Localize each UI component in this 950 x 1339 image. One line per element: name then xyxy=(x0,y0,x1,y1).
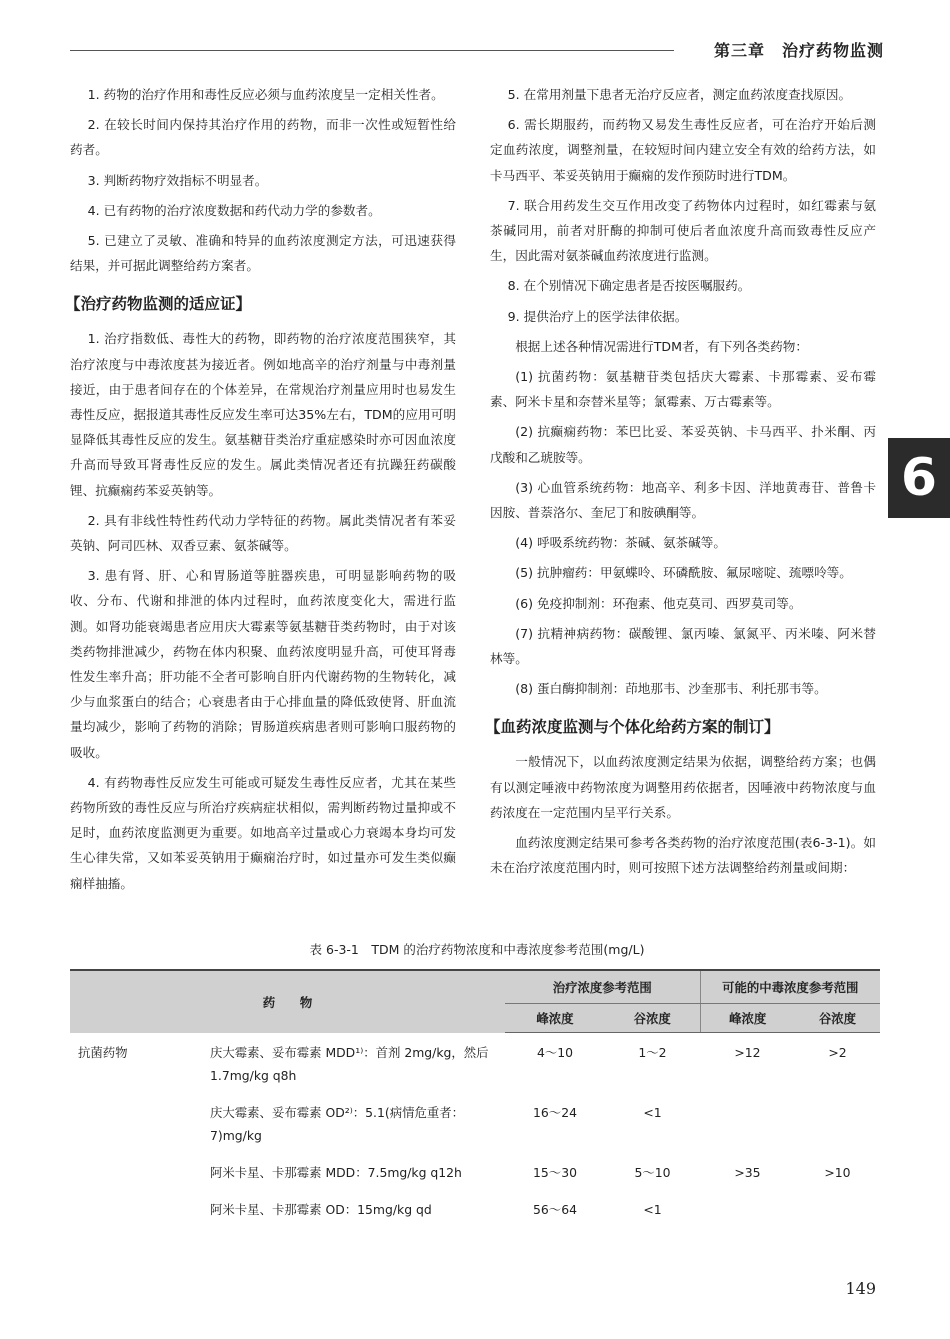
drug-class-item: (6) 免疫抑制剂：环孢素、他克莫司、西罗莫司等。 xyxy=(515,595,802,611)
drug-class-item: (5) 抗肿瘤药：甲氨蝶呤、环磷酰胺、氟尿嘧啶、巯嘌呤等。 xyxy=(515,565,852,581)
indication-item: 3. 患有肾、肝、心和胃肠道等脏器疾患，可明显影响药物的吸收、分布、代谢和排泄的体内过程时，血药浓度变化大，需进行监测。如肾功能衰竭患者应用庆大霉素等氨基糖苷类药物时，由于对该类药物排泄减少，药物在体内积聚、血药浓度明显升高，可使耳肾毒性发生率升高；肝功能不全者可影响自肝内代谢药物的生物转化，减少与血浆蛋白的结合；心衰患者由于心排血量的降低致使肾、肝血流量均减少，影响了药物的消除；胃肠道疾病患者则可影响口服药物的吸收。 xyxy=(70,568,456,760)
tdm-reference-table xyxy=(70,969,880,1227)
indication-item: 9. 提供治疗上的医学法律依据。 xyxy=(507,308,688,324)
cell-toxic-trough: >2 xyxy=(828,1045,847,1060)
cell-drug: 阿米卡星、卡那霉素 OD：15mg/kg qd xyxy=(210,1201,432,1217)
cell-peak: 56～64 xyxy=(533,1201,577,1217)
cell-category xyxy=(70,1190,210,1227)
cell-toxic-trough xyxy=(795,1190,880,1227)
drug-class-item: (1) 抗菌药物：氨基糖苷类包括庆大霉素、卡那霉素、妥布霉素、阿米卡星和奈替米星等；氯霉素、万古霉素等。 xyxy=(490,369,876,410)
drug-class-item: (4) 呼吸系统药物：茶碱、氨茶碱等。 xyxy=(515,535,726,551)
cell-peak: 15～30 xyxy=(533,1164,577,1180)
cell-category: 抗菌药物 xyxy=(78,1044,128,1060)
header-peak: 峰浓度 xyxy=(505,1004,605,1033)
indication-item: 7. 联合用药发生交互作用改变了药物体内过程时，如红霉素与氨茶碱同用，前者对肝酶的抑制可使后者血浓度升高而致毒性反应产生，因此需对氨茶碱血药浓度进行监测。 xyxy=(490,197,876,264)
drug-class-item: (8) 蛋白酶抑制剂：茚地那韦、沙奎那韦、利托那韦等。 xyxy=(515,681,827,697)
intro-item: 2. 在较长时间内保持其治疗作用的药物，而非一次性或短暂性给药者。 xyxy=(70,117,456,158)
indication-item: 2. 具有非线性特性药代动力学特征的药物。属此类情况者有苯妥英钠、阿司匹林、双香豆素、氨茶碱等。 xyxy=(70,512,456,554)
header-drug: 药 物 xyxy=(70,970,505,1033)
section-heading-indications: 【治疗药物监测的适应证】 xyxy=(65,295,252,314)
header-toxic-trough: 谷浓度 xyxy=(795,1004,880,1033)
table-row xyxy=(70,1190,880,1227)
section-heading-dosing: 【血药浓度监测与个体化给药方案的制订】 xyxy=(485,718,780,737)
cell-category xyxy=(70,1093,210,1153)
intro-item: 5. 已建立了灵敏、准确和特异的血药浓度测定方法，可迅速获得结果，并可据此调整给药方案者。 xyxy=(70,233,456,274)
left-column xyxy=(65,82,456,901)
indication-item: 5. 在常用剂量下患者无治疗反应者，测定血药浓度查找原因。 xyxy=(507,87,852,102)
header-therapeutic-range: 治疗浓度参考范围 xyxy=(505,970,700,1004)
chapter-tab: 6 xyxy=(888,438,950,518)
cell-toxic-trough: >10 xyxy=(824,1164,851,1180)
header-trough: 谷浓度 xyxy=(605,1004,700,1033)
cell-drug: 庆大霉素、妥布霉素 OD²⁾：5.1(病情危重者：7)mg/kg xyxy=(210,1104,465,1143)
intro-item: 4. 已有药物的治疗浓度数据和药代动力学的参数者。 xyxy=(87,202,381,218)
running-header xyxy=(70,38,884,62)
body-paragraph: 一般情况下，以血药浓度测定结果为依据，调整给药方案；也偶有以测定唾液中药物浓度为调整用药依据者，因唾液中药物浓度与血药浓度在一定范围内呈平行关系。 xyxy=(490,754,876,820)
cell-drug: 庆大霉素、妥布霉素 MDD¹⁾：首剂 2mg/kg，然后 1.7mg/kg q8h xyxy=(210,1044,489,1083)
cell-toxic-peak xyxy=(700,1190,795,1227)
header-toxic-peak: 峰浓度 xyxy=(700,1004,795,1033)
cell-category xyxy=(70,1153,210,1190)
cell-peak: 4～10 xyxy=(536,1045,574,1060)
intro-item: 1. 药物的治疗作用和毒性反应必须与血药浓度呈一定相关性者。 xyxy=(87,87,444,102)
chapter-title: 第三章 治疗药物监测 xyxy=(713,41,884,60)
cell-trough: <1 xyxy=(643,1201,662,1217)
table-caption: 表 6-3-1 TDM 的治疗药物浓度和中毒浓度参考范围(mg/L) xyxy=(309,942,645,957)
cell-trough: 1～2 xyxy=(638,1045,667,1060)
cell-trough: <1 xyxy=(643,1104,662,1120)
body-paragraph: 血药浓度测定结果可参考各类药物的治疗浓度范围(表6-3-1)。如未在治疗浓度范围内时，则可按照下述方法调整给药剂量或间期： xyxy=(490,835,876,876)
cell-toxic-peak xyxy=(700,1093,795,1153)
table-row xyxy=(70,1153,880,1190)
intro-item: 3. 判断药物疗效指标不明显者。 xyxy=(87,172,268,188)
indication-item: 6. 需长期服药，而药物又易发生毒性反应者，可在治疗开始后测定血药浓度，调整剂量，在较短时间内建立安全有效的给药方法，如卡马西平、苯妥英钠用于癫痫的发作预防时进行TDM。 xyxy=(490,117,876,183)
drug-class-item: (3) 心血管系统药物：地高辛、利多卡因、洋地黄毒苷、普鲁卡因胺、普萘洛尔、奎尼丁和胺碘酮等。 xyxy=(490,479,876,521)
indication-item: 1. 治疗指数低、毒性大的药物，即药物的治疗浓度范围狭窄，其治疗浓度与中毒浓度甚为接近者。例如地高辛的治疗剂量与中毒剂量接近，由于患者间存在的个体差异，在常规治疗剂量应用时也易发生毒性反应，据报道其毒性反应发生率可达35%左右，TDM的应用可明显降低其毒性反应的发生。氨基糖苷类治疗重症感染时亦可因血浓度升高而导致耳肾毒性反应的发生。属此类情况者还有抗躁狂药碳酸锂、抗癫痫药苯妥英钠等。 xyxy=(70,331,456,498)
cell-trough: 5～10 xyxy=(634,1164,671,1180)
cell-toxic-peak: >35 xyxy=(734,1164,761,1180)
drug-list-intro: 根据上述各种情况需进行TDM者，有下列各类药物： xyxy=(515,338,808,354)
indication-item: 4. 有药物毒性反应发生可能或可疑发生毒性反应者，尤其在某些药物所致的毒性反应与所治疗疾病症状相似，需判断药物过量抑或不足时，血药浓度监测更为重要。如地高辛过量或心力衰竭本身均可发生心律失常，又如苯妥英钠用于癫痫治疗时，如过量亦可发生类似癫痫样抽搐。 xyxy=(70,774,456,891)
indication-item: 8. 在个别情况下确定患者是否按医嘱服药。 xyxy=(507,278,751,294)
table-row xyxy=(70,1033,880,1093)
page-number: 149 xyxy=(845,1279,876,1298)
header-rule xyxy=(70,50,674,51)
table-row xyxy=(70,1093,880,1153)
right-column xyxy=(485,82,876,885)
drug-class-item: (2) 抗癫痫药物：苯巴比妥、苯妥英钠、卡马西平、扑米酮、丙戊酸和乙琥胺等。 xyxy=(490,424,876,465)
drug-class-item: (7) 抗精神病药物：碳酸锂、氯丙嗪、氯氮平、丙米嗪、阿米替林等。 xyxy=(490,625,876,667)
cell-peak: 16～24 xyxy=(533,1104,577,1120)
cell-toxic-trough xyxy=(795,1093,880,1153)
cell-toxic-peak: >12 xyxy=(734,1045,761,1060)
cell-drug: 阿米卡星、卡那霉素 MDD：7.5mg/kg q12h xyxy=(210,1164,462,1180)
header-toxic-range: 可能的中毒浓度参考范围 xyxy=(700,970,880,1004)
